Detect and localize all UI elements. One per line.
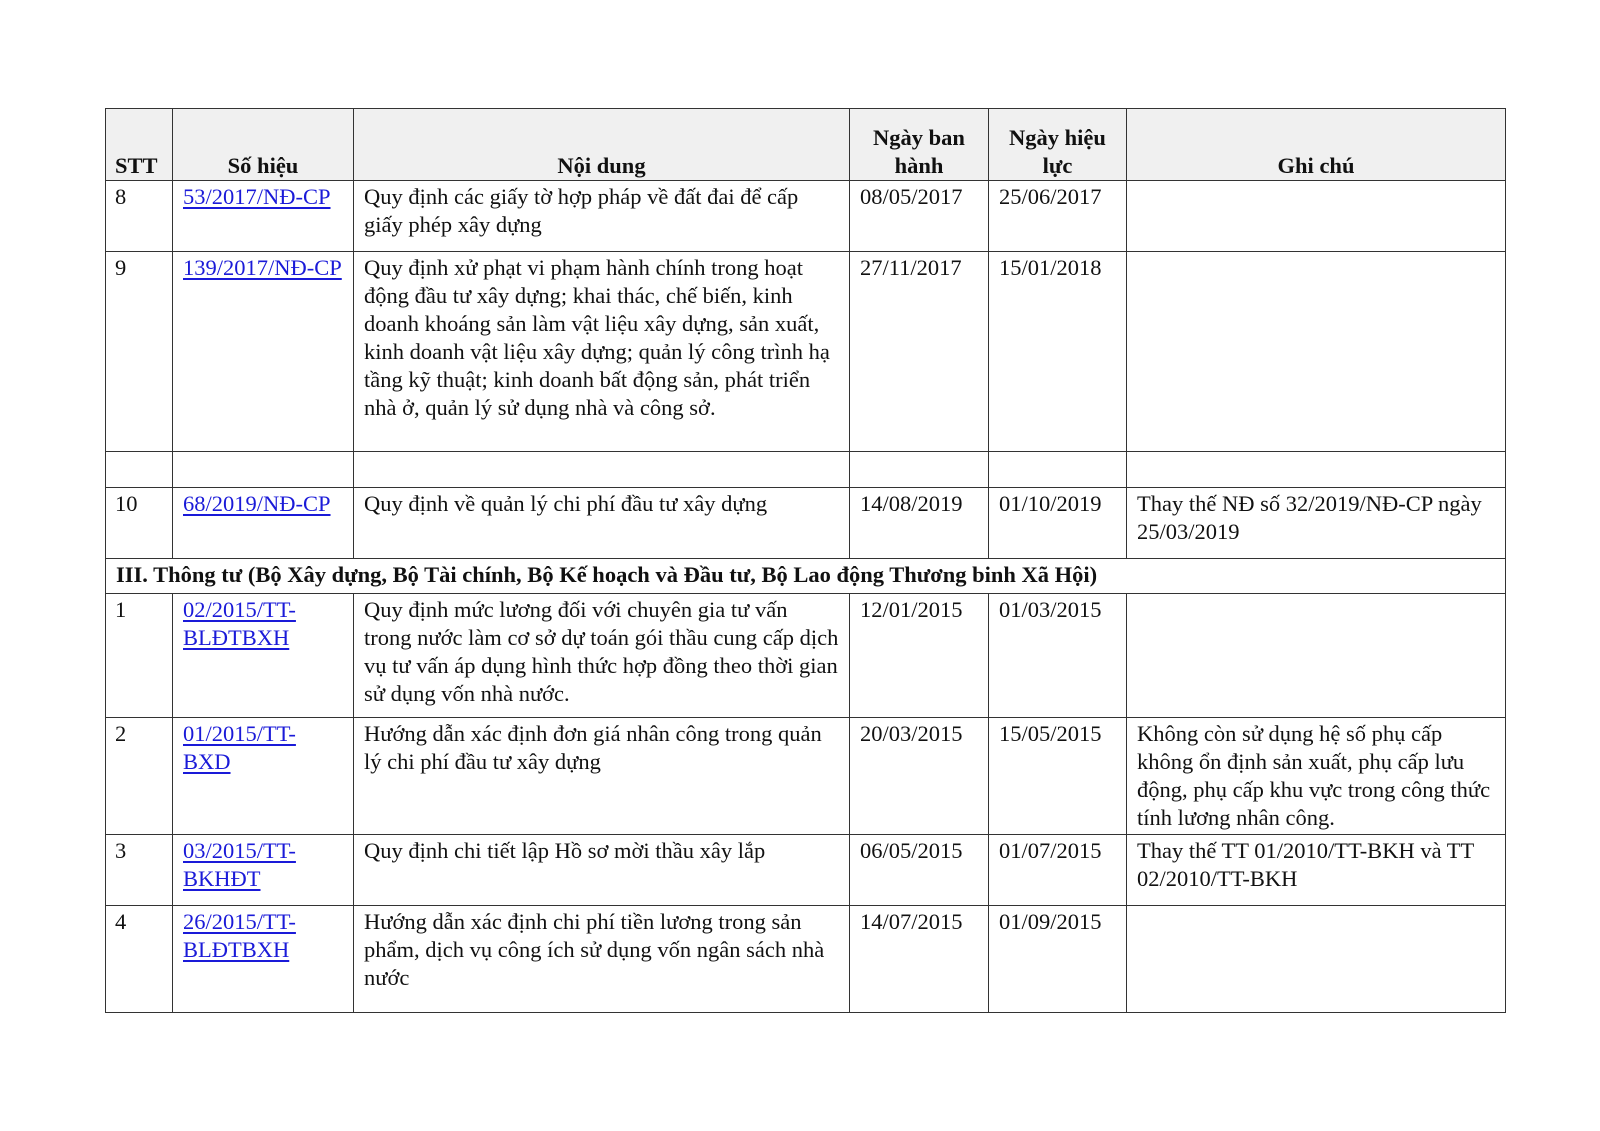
empty-cell: [106, 452, 173, 488]
empty-row: [106, 452, 1506, 488]
cell-stt: 9: [106, 252, 173, 452]
cell-ghi-chu: [1127, 181, 1506, 252]
cell-noi-dung: Hướng dẫn xác định chi phí tiền lương trong sản phẩm, dịch vụ công ích sử dụng vốn ngân sách nhà nước: [354, 906, 850, 1013]
table-row: [106, 718, 1506, 835]
cell-ngay-hieu-luc: 01/09/2015: [989, 906, 1127, 1013]
cell-ghi-chu: Không còn sử dụng hệ số phụ cấp không ổn định sản xuất, phụ cấp lưu động, phụ cấp khu vực trong công thức tính lương nhân công.: [1127, 718, 1506, 835]
cell-so-hieu: [173, 594, 354, 718]
header-so-hieu: Số hiệu: [173, 109, 354, 181]
header-ngay-ban-hanh: Ngày ban hành: [850, 109, 989, 181]
cell-ngay-hieu-luc: 01/03/2015: [989, 594, 1127, 718]
table-row: [106, 906, 1506, 1013]
cell-ngay-hieu-luc: 01/07/2015: [989, 835, 1127, 906]
table-row: [106, 594, 1506, 718]
cell-ngay-hieu-luc: 15/01/2018: [989, 252, 1127, 452]
document-link[interactable]: 03/2015/TT-BKHĐT: [183, 838, 296, 891]
cell-stt: 2: [106, 718, 173, 835]
empty-cell: [173, 452, 354, 488]
header-ghi-chu: Ghi chú: [1127, 109, 1506, 181]
table-row: [106, 835, 1506, 906]
cell-noi-dung: Quy định về quản lý chi phí đầu tư xây dựng: [354, 488, 850, 559]
table-body: [106, 181, 1506, 1013]
cell-stt: 4: [106, 906, 173, 1013]
empty-cell: [989, 452, 1127, 488]
cell-stt: 10: [106, 488, 173, 559]
header-ngay-hieu-luc: Ngày hiệu lực: [989, 109, 1127, 181]
table-row: [106, 488, 1506, 559]
cell-ghi-chu: [1127, 906, 1506, 1013]
cell-so-hieu: [173, 252, 354, 452]
cell-so-hieu: [173, 488, 354, 559]
cell-so-hieu: [173, 181, 354, 252]
document-link[interactable]: 26/2015/TT-BLĐTBXH: [183, 909, 296, 962]
section-row: [106, 559, 1506, 594]
header-stt: STT: [106, 109, 173, 181]
cell-ngay-ban-hanh: 06/05/2015: [850, 835, 989, 906]
table-row: [106, 181, 1506, 252]
cell-stt: 8: [106, 181, 173, 252]
table-header: [106, 109, 1506, 181]
cell-noi-dung: Quy định xử phạt vi phạm hành chính trong hoạt động đầu tư xây dựng; khai thác, chế biến, kinh doanh khoáng sản làm vật liệu xây dựng, sản xuất, kinh doanh vật liệu xây dựng; quản lý công trình hạ tầng kỹ thuật; kinh doanh bất động sản, phát triển nhà ở, quản lý sử dụng nhà và công sở.: [354, 252, 850, 452]
cell-so-hieu: [173, 718, 354, 835]
empty-cell: [354, 452, 850, 488]
cell-ngay-hieu-luc: 25/06/2017: [989, 181, 1127, 252]
document-link[interactable]: 02/2015/TT-BLĐTBXH: [183, 597, 296, 650]
cell-noi-dung: Quy định mức lương đối với chuyên gia tư vấn trong nước làm cơ sở dự toán gói thầu cung cấp dịch vụ tư vấn áp dụng hình thức hợp đồng theo thời gian sử dụng vốn nhà nước.: [354, 594, 850, 718]
cell-ngay-ban-hanh: 08/05/2017: [850, 181, 989, 252]
cell-ghi-chu: [1127, 594, 1506, 718]
document-link[interactable]: 139/2017/NĐ-CP: [183, 255, 342, 280]
cell-ngay-ban-hanh: 20/03/2015: [850, 718, 989, 835]
cell-ghi-chu: Thay thế NĐ số 32/2019/NĐ-CP ngày 25/03/2019: [1127, 488, 1506, 559]
document-link[interactable]: 01/2015/TT-BXD: [183, 721, 296, 774]
cell-ngay-hieu-luc: 01/10/2019: [989, 488, 1127, 559]
cell-ngay-ban-hanh: 14/07/2015: [850, 906, 989, 1013]
legal-documents-table: [105, 108, 1506, 1013]
cell-noi-dung: Quy định các giấy tờ hợp pháp về đất đai để cấp giấy phép xây dựng: [354, 181, 850, 252]
cell-ghi-chu: [1127, 252, 1506, 452]
cell-ngay-ban-hanh: 27/11/2017: [850, 252, 989, 452]
header-noi-dung: Nội dung: [354, 109, 850, 181]
cell-ngay-ban-hanh: 14/08/2019: [850, 488, 989, 559]
cell-so-hieu: [173, 835, 354, 906]
cell-noi-dung: Quy định chi tiết lập Hồ sơ mời thầu xây lắp: [354, 835, 850, 906]
cell-stt: 3: [106, 835, 173, 906]
cell-ngay-hieu-luc: 15/05/2015: [989, 718, 1127, 835]
cell-stt: 1: [106, 594, 173, 718]
document-link[interactable]: 53/2017/NĐ-CP: [183, 184, 331, 209]
cell-noi-dung: Hướng dẫn xác định đơn giá nhân công trong quản lý chi phí đầu tư xây dựng: [354, 718, 850, 835]
table-row: [106, 252, 1506, 452]
header-row: [106, 109, 1506, 181]
document-link[interactable]: 68/2019/NĐ-CP: [183, 491, 331, 516]
empty-cell: [1127, 452, 1506, 488]
empty-cell: [850, 452, 989, 488]
section-title: III. Thông tư (Bộ Xây dựng, Bộ Tài chính, Bộ Kế hoạch và Đầu tư, Bộ Lao động Thương binh Xã Hội): [106, 559, 1506, 594]
cell-so-hieu: [173, 906, 354, 1013]
cell-ngay-ban-hanh: 12/01/2015: [850, 594, 989, 718]
cell-ghi-chu: Thay thế TT 01/2010/TT-BKH và TT 02/2010/TT-BKH: [1127, 835, 1506, 906]
